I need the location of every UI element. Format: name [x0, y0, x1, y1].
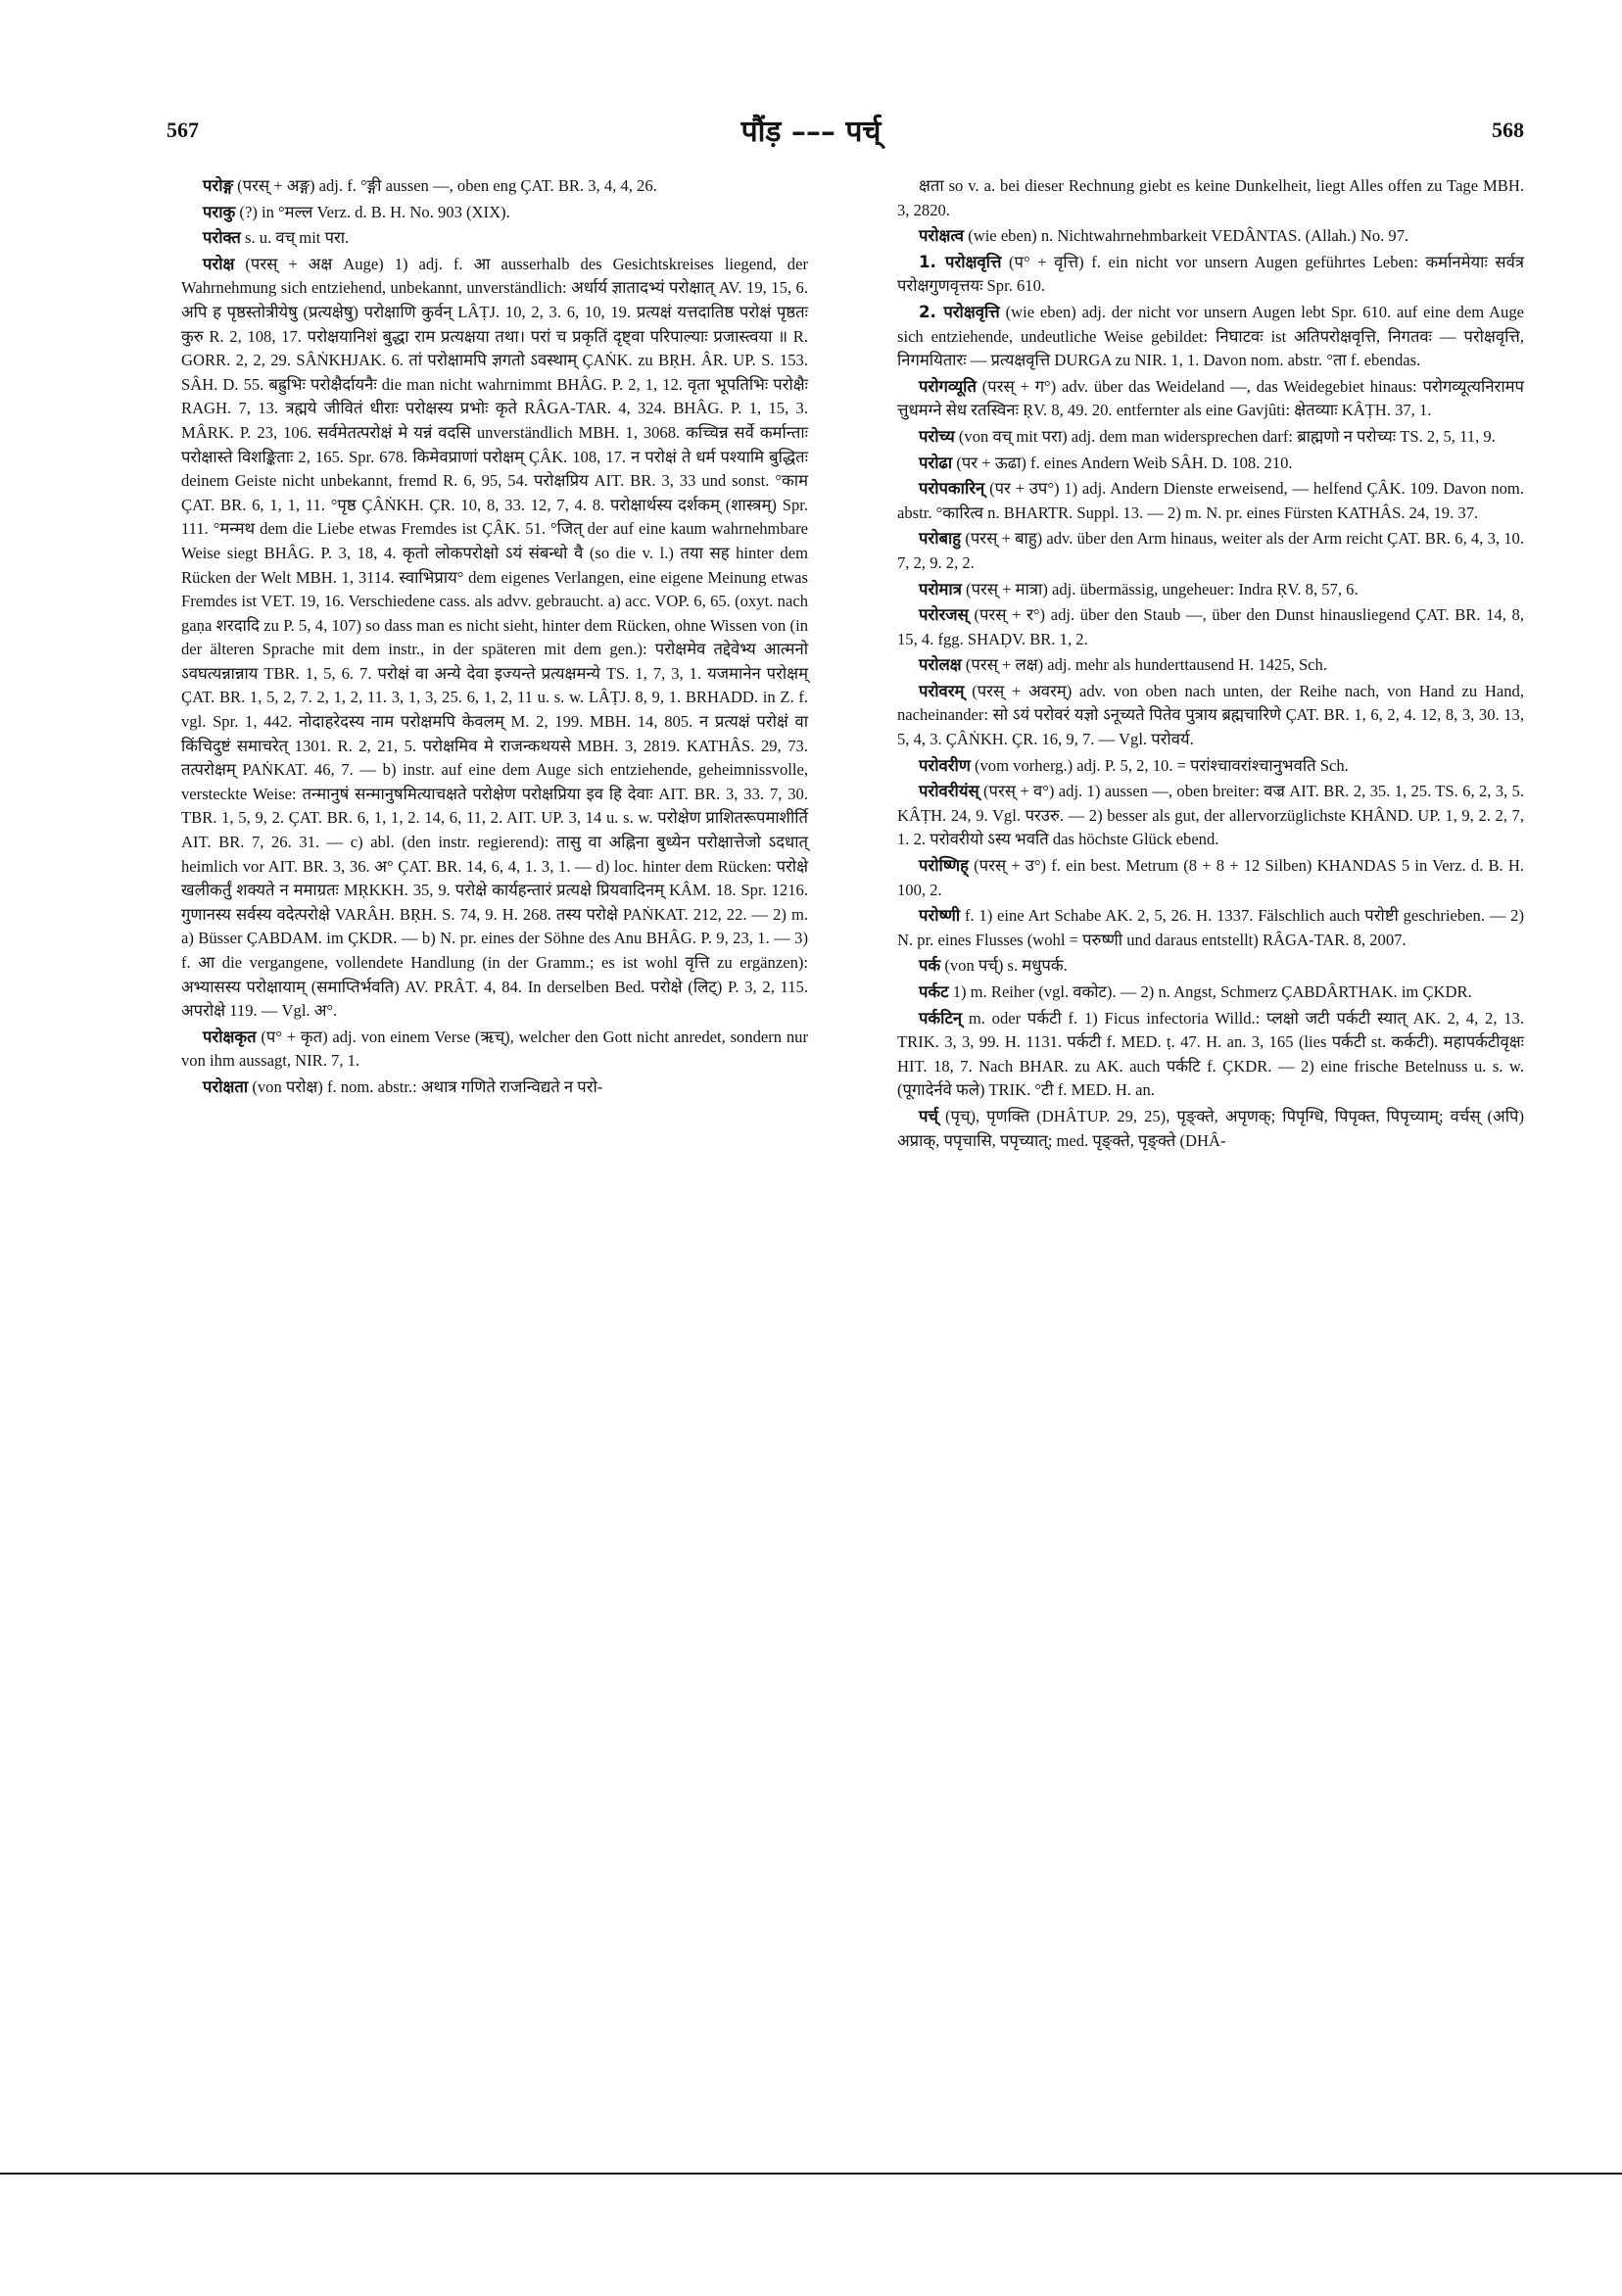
entry-headword: परोक्षकृत: [203, 1027, 257, 1046]
dictionary-entry: [897, 1105, 1524, 1153]
entry-text: (परस् + बाहु) adv. über den Arm hinaus, weiter als der Arm reicht ÇAT. BR. 6, 4, 3, 10. 7, 2, 9. 2, 2.: [897, 529, 1524, 572]
entry-headword: परोमात्र: [919, 579, 962, 598]
entry-text: m. oder पर्कटी f. 1) Ficus infectoria Willd.: प्लक्षो जटी पर्कटी स्यात् AK. 2, 4, 2, 13. TRIK. 3, 3, 99. H. 1131. पर्कटी f. MED. ṭ. 47. H. an. 3, 165 (lies पर्कटी st. कर्कटी). महापर्कटीवृक्षः HIT. 18, 7. Nach BHAR. zu AK. auch पर्कटि f. ÇKDR. — 2) eine frische Betelnuss u. s. w. (पूगादेर्नवे फले) TRIK. °टी f. MED. H. an.: [897, 1008, 1524, 1100]
entry-headword: परोगव्यूति: [919, 376, 977, 396]
entry-headword: परोक्त: [203, 228, 241, 248]
footer-rule: [0, 2173, 1622, 2175]
dictionary-entry: [897, 854, 1524, 902]
entry-headword: परोङ्ग: [203, 176, 234, 195]
entry-text: (von वच् mit परा) adj. dem man widersprechen darf: ब्राह्मणो न परोच्यः TS. 2, 5, 11, 9.: [958, 426, 1496, 446]
entry-headword: परोरजस्: [919, 605, 969, 625]
entry-headword: 2. परोक्षवृत्ति: [919, 302, 1000, 321]
entry-text: (परस् + ग°) adv. über das Weideland —, das Weidegebiet hinaus: परोगव्यूत्यनिरामप त्तुधमग्ने सेध रतस्विनः ṚV. 8, 49. 20. entfernter als eine Gavjûti: क्षेतव्याः KÂṬH. 37, 1.: [897, 376, 1524, 420]
dictionary-entry: [897, 680, 1524, 752]
entry-text: (पृच्), पृणक्ति (DHÂTUP. 29, 25), पृङ्क्ते, अपृणक्; पिपृग्धि, पिपृक्त, पिपृच्याम्; वर्चस् (अपि) अप्राक्, पपृचासि, पपृच्यात्; med. पृङ्क्ते, पृङ्क्ते (DHÂ-: [897, 1106, 1524, 1150]
dictionary-entry: [181, 1076, 808, 1100]
page-number-right: 568: [1492, 118, 1524, 142]
entry-text: (परस् + उ°) f. ein best. Metrum (8 + 8 + 12 Silben) KHANDAS 5 in Verz. d. B. H. 100, 2.: [897, 856, 1524, 899]
entry-text: (परस् + व°) adj. 1) aussen —, oben breiter: वज्र AIT. BR. 2, 35. 1, 25. TS. 6, 2, 3, 5. KÂṬH. 24, 9. Vgl. परउरु. — 2) besser als gut, der allervorzüglichste KHÂND. UP. 1, 9, 2. 2, 7, 1. 2. परोवरीयो ऽस्य भवति das höchste Glück ebend.: [897, 782, 1524, 849]
dictionary-entry: [897, 224, 1524, 249]
running-header: पौंड़ ––– पर्च्: [740, 115, 882, 149]
entry-text: f. 1) eine Art Schabe AK. 2, 5, 26. H. 1337. Fälschlich auch परोष्टी geschrieben. — 2) N. pr. eines Flusses (wohl = परुष्णी und daraus entstellt) RÂGA-TAR. 8, 2007.: [897, 906, 1524, 949]
entry-text: (von पर्च्) s. मधुपर्क.: [944, 956, 1068, 976]
dictionary-entry: [897, 425, 1524, 450]
dictionary-entry: [897, 527, 1524, 575]
page-number-left: 567: [167, 118, 199, 142]
entry-headword: पर्कट: [919, 982, 949, 1001]
dictionary-entry: [181, 1026, 808, 1074]
entry-text: (पर + ऊढा) f. eines Andern Weib SÂH. D. 108. 210.: [956, 453, 1293, 472]
dictionary-entry: [897, 754, 1524, 779]
entry-headword: 1. परोक्षवृत्ति: [919, 252, 1002, 271]
entry-headword: परोलक्ष: [919, 655, 962, 675]
entry-text: (परस् + अङ्ग) adj. f. °ङ्गी aussen —, oben eng ÇAT. BR. 3, 4, 4, 26.: [237, 176, 657, 195]
entry-text: (परस् + मात्रा) adj. übermässig, ungeheuer: Indra ṚV. 8, 57, 6.: [966, 579, 1359, 598]
entry-text: (पर + उप°) 1) adj. Andern Dienste erweisend, — helfend ÇÂK. 109. Davon nom. abstr. °कारित्व n. BHARTR. Suppl. 13. — 2) m. N. pr. eines Fürsten KATHÂS. 24, 19. 37.: [897, 479, 1524, 522]
entry-headword: पर्च्: [919, 1106, 938, 1125]
entry-headword: पराकु: [203, 202, 236, 221]
dictionary-entry: [897, 477, 1524, 525]
dictionary-entry: [897, 251, 1524, 299]
entry-headword: परोवरीयंस्: [919, 782, 979, 801]
dictionary-entry: [897, 780, 1524, 852]
entry-text: s. u. वच् mit परा.: [245, 228, 350, 248]
entry-headword: परोढा: [919, 453, 953, 472]
dictionary-entry: [181, 174, 808, 199]
entry-text: (प° + वृत्ति) f. ein nicht vor unsern Augen geführtes Leben: कर्मानमेयाः सर्वत्र परोक्षगुणवृत्तयः Spr. 610.: [897, 252, 1524, 296]
entry-headword: पर्कटिन्: [919, 1008, 963, 1028]
dictionary-entry: [897, 1007, 1524, 1103]
entry-text: (?) in °मल्ल Verz. d. B. H. No. 903 (XIX).: [239, 202, 510, 221]
dictionary-entry: [897, 603, 1524, 651]
entry-text: (परस् + अवरम्) adv. von oben nach unten, der Reihe nach, von Hand zu Hand, nacheinander: सो ऽयं परोवरं यज्ञो ऽनूच्यते पितेव पुत्राय ब्रह्मचारिणे ÇAT. BR. 1, 6, 2, 4. 12, 8, 3, 30. 13, 5, 4, 3. ÇÂṄKH. ÇR. 16, 9, 7. — Vgl. परोवर्य.: [897, 681, 1524, 749]
entry-text: (परस् + र°) adj. über den Staub —, über den Dunst hinausliegend ÇAT. BR. 14, 8, 15, 4. fgg. SHAḌV. BR. 1, 2.: [897, 605, 1524, 648]
dictionary-entry: [181, 226, 808, 251]
entry-headword: परोवरम्: [919, 681, 965, 700]
entry-headword: परोक्षत्व: [919, 226, 965, 246]
entry-text: (wie eben) adj. der nicht vor unsern Augen lebt Spr. 610. auf eine dem Auge sich entziehende, undeutliche Weise gebildet: निघाटवः ist अतिपरोक्षवृत्ति, निगतवः — परोक्षवृत्ति, निगमयितारः — प्रत्यक्षवृत्ति DURGA zu NIR. 1, 1. Davon nom. abstr. °ता f. ebendas.: [897, 302, 1524, 370]
dictionary-entry: [181, 201, 808, 225]
entry-headword: परोक्ष: [203, 254, 235, 273]
entry-headword: परोवरीण: [919, 755, 971, 775]
entry-headword: परोष्णी: [919, 906, 961, 926]
entry-text: (von परोक्ष) f. nom. abstr.: अथात्र गणिते राजन्विद्यते न परो-: [252, 1076, 603, 1096]
entry-text: क्षता so v. a. bei dieser Rechnung giebt es keine Dunkelheit, liegt Alles offen zu Tage MBH. 3, 2820.: [897, 176, 1524, 219]
dictionary-entry: [897, 301, 1524, 373]
entry-text: (wie eben) n. Nichtwahrnehmbarkeit VEDÂNTAS. (Allah.) No. 97.: [968, 226, 1409, 246]
dictionary-entry: [897, 981, 1524, 1005]
entry-text: (प° + कृत) adj. von einem Verse (ऋच्), welcher den Gott nicht anredet, sondern nur von ihm aussagt, NIR. 7, 1.: [181, 1027, 808, 1071]
left-column: [181, 174, 808, 1102]
dictionary-entry: [897, 375, 1524, 423]
entry-text: (vom vorherg.) adj. P. 5, 2, 10. = परांश्चावरांश्चानुभवति Sch.: [974, 755, 1349, 775]
dictionary-entry: [897, 452, 1524, 476]
entry-text: (परस् + अक्ष Auge) 1) adj. f. आ ausserhalb des Gesichtskreises liegend, der Wahrnehmung sich entziehend, unbekannt, unverständlich: अर्धार्य ज्ञातादभ्यं परोक्षात् AV. 19, 15, 6. अपि ह पृष्ठस्तोत्रीयेषु (प्रत्यक्षेषु) परोक्षाणि कुर्वन् LÂṬJ. 10, 2, 3. 6, 10, 19. प्रत्यक्षं यत्तदातिष्ठ परोक्षं पृष्ठतः कुरु R. 2, 108, 17. परोक्षयानिशं बुद्धा राम प्रत्यक्षया तथा। परां च प्रकृतिं दृष्ट्वा परिपाल्याः प्रजास्त्वया ॥ R. GORR. 2, 2, 29. SÂṄKHJAK. 6. तां परोक्षामपि ज्ञगतो ऽवस्थाम् ÇAṄK. zu BṚH. ÂR. UP. S. 153. SÂH. D. 55. बह्रुभिः परोक्षैर्दायनैः die man nicht wahrnimmt BHÂG. P. 2, 1, 12. वृता भूपतिभिः परोक्षैः RAGH. 7, 13. त्रह्मये जीवितं धीराः परोक्षस्य प्रभोः कृते RÂGA-TAR. 4, 324. BHÂG. P. 1, 15, 3. MÂRK. P. 23, 106. सर्वमेतत्परोक्षं मे यन्नं वदसि unverständlich MBH. 1, 3068. कच्चिन्न सर्वे कर्मान्ताः परोक्षास्ते विशङ्किताः 2, 165. Spr. 678. किमेवप्राणां परोक्षम् ÇÂK. 108, 17. न परोक्षं ते धर्म पश्यामि बुद्धितः deinem Geiste nicht unbekannt, fremd R. 6, 95, 54. परोक्षप्रिय AIT. BR. 3, 33 und sonst. °काम ÇAT. BR. 6, 1, 1, 11. °पृष्ठ ÇÂṄKH. ÇR. 10, 8, 33. 12, 7, 4. 8. परोक्षार्थस्य दर्शकम् (शास्त्रम्) Spr. 111. °मन्मथ dem die Liebe etwas Fremdes ist ÇÂK. 51. °जित् der auf eine kaum wahrnehmbare Weise siegt BHÂG. P. 3, 18, 4. कृतो लोकपरोक्षो ऽयं संबन्धो वै (so die v. l.) तया सह hinter dem Rücken der Welt MBH. 1, 3114. स्वाभिप्राय° dem eigenes Verlangen, eine eigene Meinung etwas Fremdes ist VET. 19, 16. Verschiedene cass. als advv. gebraucht. a) acc. VOP. 6, 65. (oxyt. nach gaṇa शरदादि zu P. 5, 4, 107) so dass man es nicht sieht, hinter dem Rücken, ohne Wissen von (in der älteren Sprache mit dem instr., in der späteren mit dem gen.): परोक्षमेव तद्देवेभ्य आत्मनो ऽवघत्यन्नान्नाय TBR. 1, 5, 6. 7. परोक्षं वा अन्ये देवा इज्यन्ते प्रत्यक्षमन्ये TS. 1, 7, 3, 1. यजमानेन परोक्षम् ÇAT. BR. 1, 5, 2, 7. 2, 1, 2, 11. 3, 1, 3, 25. 6, 1, 2, 11 u. s. w. LÂṬJ. 8, 9, 1. BRHADD. in Z. f. vgl. Spr. 1, 442. नोदाहरेदस्य नाम परोक्षमपि केवलम् M. 2, 199. MBH. 14, 805. न प्रत्यक्षं परोक्षं वा किंचिदुष्टं समाचरेत् 1301. R. 2, 21, 5. परोक्षमिव मे राजन्कथयसे MBH. 3, 2819. KATHÂS. 29, 73. तत्परोक्षम् PAṄKAT. 46, 7. — b) instr. auf eine dem Auge sich entziehende, geheimnissvolle, versteckte Weise: तन्मानुषं सन्मानुषमित्याचक्षते परोक्षेण परोक्षप्रिया इव हि देवाः AIT. BR. 3, 33. 7, 30. TBR. 1, 5, 9, 2. ÇAT. BR. 6, 1, 1, 2. 14, 6, 11, 2. AIT. UP. 3, 14 u. s. w. परोक्षेण प्राशितरूपमाशीर्ति AIT. BR. 7, 26. 31. — c) abl. (den instr. regierend): तासु वा अह्निना बुध्येन परोक्षात्तेजो ऽदधात् heimlich vor AIT. BR. 3, 36. अ° ÇAT. BR. 14, 6, 4, 1. 3, 1. — d) loc. hinter dem Rücken: परोक्षे खलीकर्तुं शक्यते न ममाग्रतः MṚKKH. 35, 9. परोक्षे कार्यहन्तारं प्रत्यक्षे प्रियवादिनम् KÂM. 18. Spr. 1216. गुणानस्य सर्वस्य वदेत्परोक्षे VARÂH. BṚH. S. 74, 9. H. 268. तस्य परोक्षे PAṄKAT. 212, 22. — 2) m. a) Büsser ÇABDAM. im ÇKDR. — b) N. pr. eines der Söhne des Anu BHÂG. P. 9, 23, 1. — 3) f. आ die vergangene, vollendete Handlung (in der Gramm.; es ist wohl वृत्ति zu ergänzen): अभ्यासस्य परोक्षायाम् (समाप्तिर्भवति) AV. PRÂT. 4, 84. In derselben Bed. परोक्षे (लिट्) P. 3, 2, 115. अपरोक्षे 119. — Vgl. अ°.: [181, 254, 808, 1021]
entry-headword: परोक्षता: [203, 1076, 249, 1096]
entry-headword: परोष्णिह्: [919, 856, 969, 876]
dictionary-entry: [897, 578, 1524, 602]
dictionary-entry: [897, 174, 1524, 222]
entry-text: 1) m. Reiher (vgl. वकोट). — 2) n. Angst, Schmerz ÇABDÂRTHAK. im ÇKDR.: [952, 982, 1472, 1001]
entry-headword: पर्क: [919, 956, 941, 976]
dictionary-entry: [897, 904, 1524, 952]
dictionary-entry: [897, 653, 1524, 678]
dictionary-entry: [897, 954, 1524, 979]
entry-headword: परोच्य: [919, 426, 955, 446]
entry-headword: परोबाहु: [919, 529, 962, 549]
entry-text: (परस् + लक्ष) adj. mehr als hunderttausend H. 1425, Sch.: [965, 655, 1327, 675]
dictionary-entry: [181, 253, 808, 1024]
right-column: [897, 174, 1524, 1155]
entry-headword: परोपकारिन्: [919, 479, 985, 499]
